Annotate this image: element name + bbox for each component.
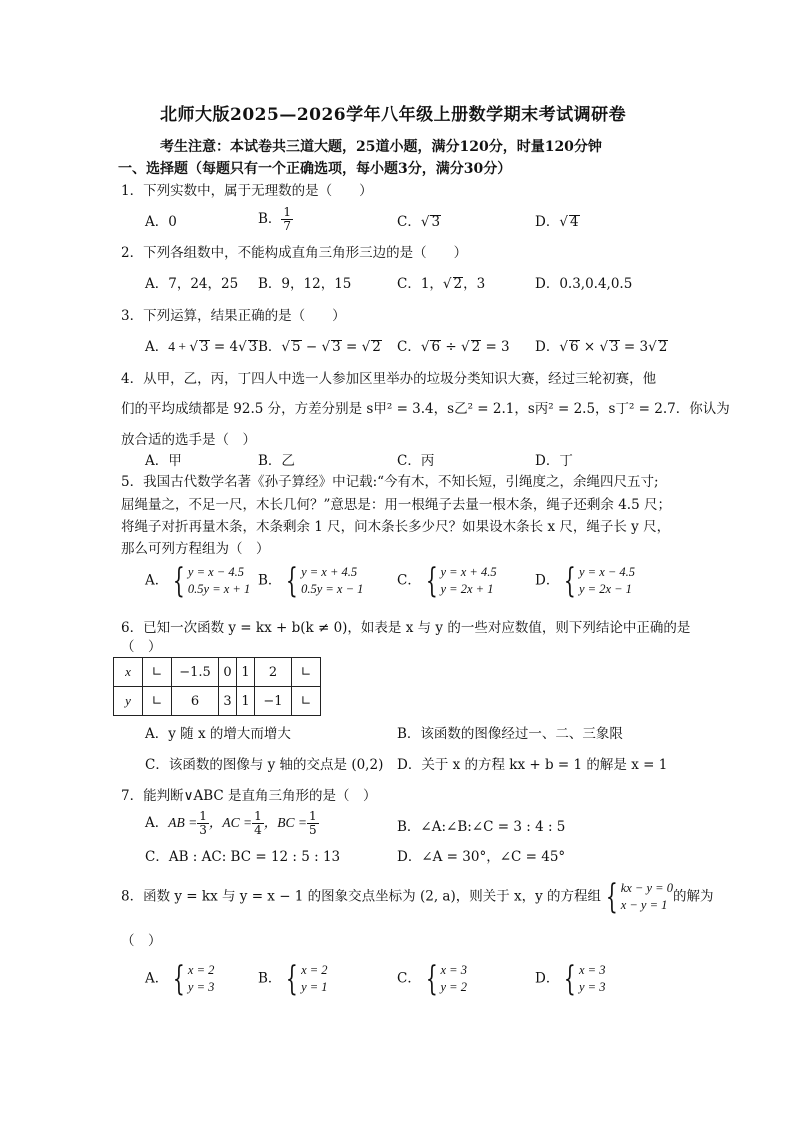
q2-option-d: D．0.3,0.4,0.5 [535, 276, 633, 292]
q1-option-a: A．0 [145, 214, 177, 230]
table-cell: −1.5 [172, 658, 219, 687]
q4-option-c: C．丙 [397, 453, 435, 469]
question-2-stem: 2．下列各组数中，不能构成直角三角形三边的是（ ） [121, 245, 468, 261]
q3-option-d: D．√ 6 × √ 3 = 3√ 2 [535, 339, 668, 355]
exam-title: 北师大版2025—2026学年八年级上册数学期末考试调研卷 [160, 105, 627, 125]
q2-option-a: A．7，24，25 [145, 276, 239, 292]
q7-option-d: D．∠A = 30°，∠C = 45° [397, 849, 566, 865]
table-cell: 3 [219, 687, 237, 716]
question-5-line-3: 将绳子对折再量木条，木条剩余 1 尺，问木条长多少尺？如果设木条长 x 尺，绳子长 y 尺， [121, 519, 671, 535]
table-cell: ∟ [292, 687, 321, 716]
q3-option-a: A．4 + √ 3 = 4√ 3 [145, 339, 258, 355]
table-cell: 0 [219, 658, 237, 687]
q6-option-b: B．该函数的图像经过一、二、三象限 [397, 726, 623, 742]
q1-option-b: B． $\frac{1}{7}$ [258, 205, 292, 233]
q5-option-a: A． { y = x − 4.5 0.5y = x + 1 [145, 561, 251, 601]
q6-option-d: D．关于 x 的方程 kx + b = 1 的解是 x = 1 [397, 757, 668, 773]
section-heading: 一、选择题（每题只有一个正确选项，每小题3分，满分30分） [118, 161, 512, 177]
table-row [114, 687, 321, 716]
q4-option-d: D．丁 [535, 453, 573, 469]
table-row [114, 658, 321, 687]
q4-option-a: A．甲 [145, 453, 182, 469]
q1-option-c: C．√ 3 [397, 214, 441, 230]
table-cell: ∟ [292, 658, 321, 687]
table-cell: ∟ [143, 687, 172, 716]
q2-option-b: B．9，12，15 [258, 276, 352, 292]
question-7-stem: 7．能判断∨ABC 是直角三角形的是（ ） [121, 788, 377, 804]
q2-option-c: C．1，√ 2，3 [397, 276, 486, 292]
q6-option-c: C．该函数的图像与 y 轴的交点是 (0,2) [145, 757, 384, 773]
table-cell: x [114, 658, 143, 687]
question-6-line-2: （ ） [121, 639, 162, 655]
q5-option-d: D． { y = x − 4.5 y = 2x − 1 [535, 561, 636, 601]
question-4-line-1: 4．从甲，乙，丙，丁四人中选一人参加区里举办的垃圾分类知识大赛，经过三轮初赛，他 [121, 371, 657, 387]
question-3-stem: 3．下列运算，结果正确的是（ ） [121, 308, 346, 324]
question-6-line-1: 6．已知一次函数 y = kx + b(k ≠ 0)，如表是 x 与 y 的一些对应数值，则下列结论中正确的是 [121, 620, 691, 636]
q8-option-c: C． { x = 3 y = 2 [397, 959, 467, 999]
q8-option-a: A． { x = 2 y = 3 [145, 959, 215, 999]
q5-option-c: C． { y = x + 4.5 y = 2x + 1 [397, 561, 497, 601]
q5-option-b: B． { y = x + 4.5 0.5y = x − 1 [258, 561, 364, 601]
question-5-line-4: 那么可列方程组为（ ） [121, 541, 270, 557]
question-8-paren: （ ） [121, 933, 162, 949]
question-1-stem: 1．下列实数中，属于无理数的是（ ） [121, 183, 373, 199]
question-8-stem: 8．函数 y = kx 与 y = x − 1 的图象交点坐标为 (2, a)，则关于 x，y 的方程组 { kx − y = 0 x − y = 1 的解为 [121, 877, 714, 917]
q1-option-d: D．√ 4 [535, 214, 579, 230]
question-5-line-1: 5．我国古代数学名著《孙子算经》中记载:“今有木，不知长短，引绳度之，余绳四尺五寸; [121, 474, 659, 490]
value-table [113, 657, 321, 716]
q3-option-b: B．√ 5 − √ 3 = √ 2 [258, 339, 381, 355]
table-cell: −1 [255, 687, 292, 716]
table-cell: ∟ [143, 658, 172, 687]
q7-option-c: C．AB : AC: BC = 12 : 5 : 13 [145, 849, 341, 865]
table-cell: y [114, 687, 143, 716]
table-cell: 1 [237, 687, 255, 716]
table-cell: 1 [237, 658, 255, 687]
q8-option-d: D． { x = 3 y = 3 [535, 959, 606, 999]
question-5-line-2: 屈绳量之，不足一尺，木长几何？”意思是：用一根绳子去量一根木条，绳子还剩余 4.5 尺； [121, 497, 671, 513]
table-cell: 2 [255, 658, 292, 687]
q3-option-c: C．√ 6 ÷ √ 2 = 3 [397, 339, 510, 355]
table-cell: 6 [172, 687, 219, 716]
q7-option-a: A．AB = $\frac{1}{3}$ ，AC = $\frac{1}{4}$ ，BC = $\frac{1}{5}$ [145, 809, 317, 837]
question-4-line-2: 们的平均成绩都是 92.5 分，方差分别是 s甲² = 3.4，s乙² = 2.1，s丙² = 2.5，s丁² = 2.7．你认为 [121, 401, 730, 417]
q6-option-a: A．y 随 x 的增大而增大 [145, 726, 291, 742]
question-4-line-3: 放合适的选手是（ ） [121, 432, 256, 448]
q4-option-b: B．乙 [258, 453, 295, 469]
candidate-notice: 考生注意：本试卷共三道大题，25道小题，满分120分，时量120分钟 [160, 139, 602, 155]
q7-option-b: B．∠A:∠B:∠C = 3 : 4 : 5 [397, 819, 566, 835]
q8-option-b: B． { x = 2 y = 1 [258, 959, 328, 999]
